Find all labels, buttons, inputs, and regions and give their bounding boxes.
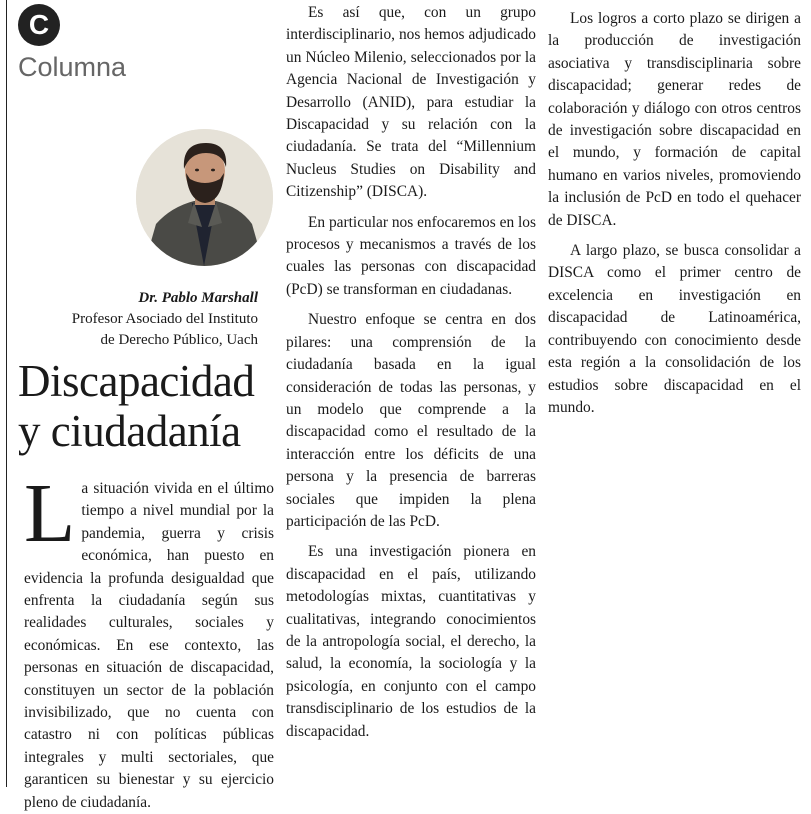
paragraph: En particular nos enfocaremos en los procesos y mecanismos a través de los cuales las personas con discapacidad (PcD) se transforman en ciudadanas. (286, 213, 536, 298)
paragraph (24, 467, 274, 814)
author-block (18, 288, 258, 351)
article-column-3 (548, 8, 801, 419)
paragraph: Los logros a corto plazo se dirigen a la producción de investigación asociativa y transdisciplinaria sobre discapacidad; generar redes de colaboración y diálogo con otros centros de investigación sobre discapacidad en el mundo, y formación de capital humano en varios niveles, promoviendo la inclusión de PcD en todo el quehacer de DISCA. (548, 10, 801, 229)
paragraph: A largo plazo, se busca consolidar a DISCA como el primer centro de excelencia en investigación en discapacidad de Latinoamérica, contribuyendo con conocimiento desde esta región a la consolidación de los estudios sobre discapacidad en el mundo. (548, 242, 801, 416)
author-role-line-1: Profesor Asociado del Instituto (71, 311, 258, 327)
left-column-rule (6, 0, 7, 787)
author-role-line-2: de Derecho Público, Uach (100, 332, 258, 348)
article-column-1 (24, 467, 274, 814)
author-portrait-illustration (136, 129, 273, 266)
column-badge: C (18, 4, 60, 46)
paragraph: Nuestro enfoque se centra en dos pilares: una comprensión de la ciudadanía basada en la igual consideración de todas las personas, y un modelo que comprende a la discapacidad como el resultado de la interacción entre los déficits de una persona y la presencia de barreras sociales que impiden la plena participación de las PcD. (286, 311, 536, 530)
paragraph: Es así que, con un grupo interdisciplinario, nos hemos adjudicado un Núcleo Milenio, seleccionados por la Agencia Nacional de Investigación y Desarrollo (ANID), para estudiar la Discapacidad y su relación con la ciudadanía. Se trata del “Millennium Nucleus Studies on Disability and Citizenship” (DISCA). (286, 4, 536, 201)
section-label: Columna (18, 52, 127, 82)
author-photo (136, 129, 273, 266)
article-column-2 (286, 2, 536, 743)
drop-cap: L (24, 467, 76, 560)
paragraph: Es una investigación pionera en discapacidad en el país, utilizando metodologías mixtas, cuantitativas y cualitativas, integrando conocimientos de la antropología social, el derecho, la salud, la economía, la sociología y la psicología, en conjunto con el campo transdisciplinario de los estudios de la discapacidad. (286, 543, 536, 740)
author-name: Dr. Pablo Marshall (138, 290, 258, 306)
article-headline: Discapacidad y ciudadanía (18, 356, 255, 456)
paragraph-text: a situación vivida en el último tiempo a nivel mundial por la pandemia, guerra y crisis económica, han puesto en evidencia la profunda desigualdad que enfrenta la ciudadanía según sus realidades culturales, sociales y económicas. En ese contexto, las personas en situación de discapacidad, constituyen un sector de la población invisibilizado, que no cuenta con catastro ni con políticas públicas integrales y multi sectoriales, que garanticen su bienestar y su ejercicio pleno de ciudadanía. (24, 480, 274, 811)
